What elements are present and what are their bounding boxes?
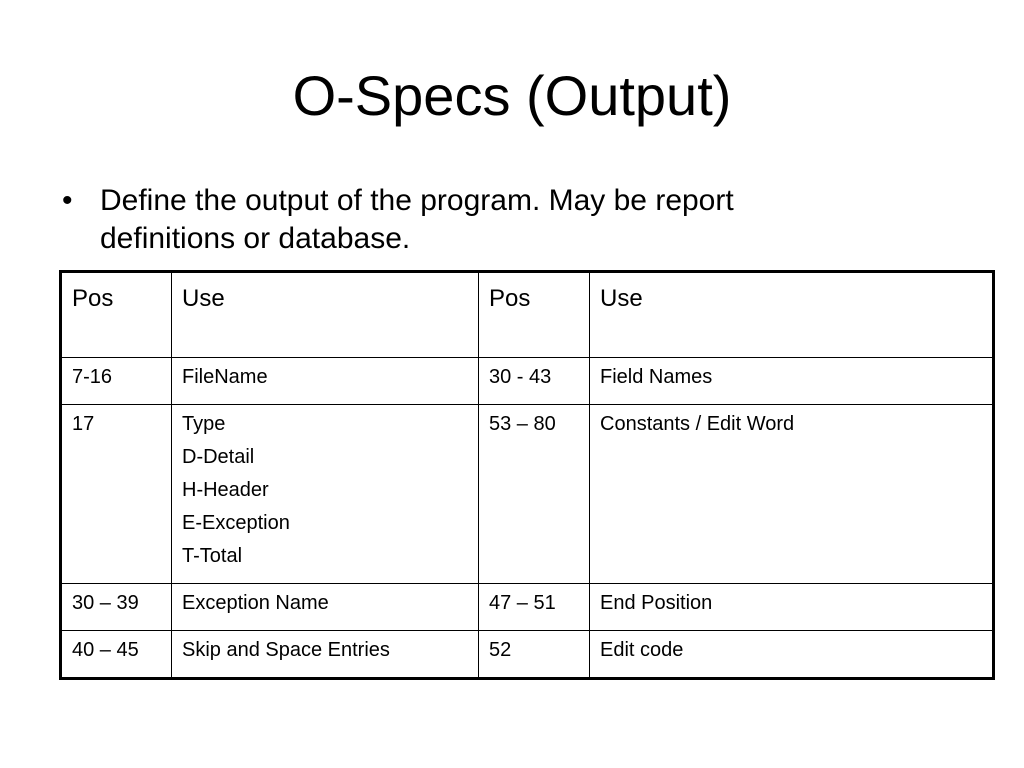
record-type-line: H-Header: [182, 479, 269, 501]
table-cell: Exception Name: [172, 584, 479, 631]
bullet-text: Define the output of the program. May be report definitions or database.: [100, 184, 734, 255]
bullet-item: [62, 182, 862, 258]
table-cell: Field Names: [590, 358, 994, 405]
table-cell: 53 – 80: [479, 405, 590, 584]
slide-title: O-Specs (Output): [292, 64, 732, 127]
header-pos-2: Pos: [479, 272, 590, 358]
bullet-icon: •: [62, 184, 73, 217]
table-row: [61, 631, 994, 679]
record-type-line: D-Detail: [182, 446, 255, 468]
table-cell: Edit code: [590, 631, 994, 679]
table-header-row: [61, 272, 994, 358]
table-cell: 30 - 43: [479, 358, 590, 405]
table-cell: 47 – 51: [479, 584, 590, 631]
table-cell: 17: [61, 405, 172, 584]
o-specs-table: [59, 270, 995, 680]
table-row: [61, 584, 994, 631]
table-cell: 52: [479, 631, 590, 679]
table-cell: 7-16: [61, 358, 172, 405]
table-cell: 40 – 45: [61, 631, 172, 679]
table-row: [61, 358, 994, 405]
record-type-line: E-Exception: [182, 512, 290, 534]
header-use-2: Use: [590, 272, 994, 358]
table-row: [61, 405, 994, 584]
record-type-line: Type: [182, 413, 226, 435]
record-type-line: T-Total: [182, 545, 243, 567]
header-pos-1: Pos: [61, 272, 172, 358]
table-cell: Skip and Space Entries: [172, 631, 479, 679]
header-use-1: Use: [172, 272, 479, 358]
table-cell-record-type: [172, 405, 479, 584]
table-cell: FileName: [172, 358, 479, 405]
table-cell: Constants / Edit Word: [590, 405, 994, 584]
table-cell: End Position: [590, 584, 994, 631]
table-cell: 30 – 39: [61, 584, 172, 631]
